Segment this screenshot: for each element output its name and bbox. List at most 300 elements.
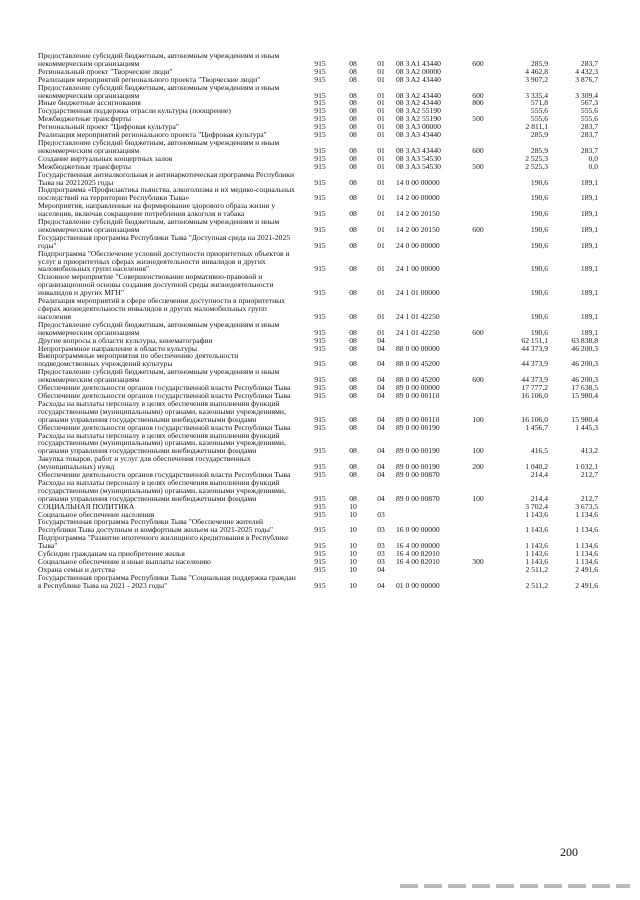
row-subsection-code: 03 bbox=[377, 509, 385, 519]
row-ved-code: 915 bbox=[314, 224, 326, 234]
row-ved-code: 915 bbox=[314, 106, 326, 116]
row-section-code: 08 bbox=[349, 224, 357, 234]
row-ved-code: 915 bbox=[314, 98, 326, 108]
row-ved-code: 915 bbox=[314, 209, 326, 219]
row-amount-1: 190,6 bbox=[530, 264, 548, 274]
row-name: Расходы на выплаты персоналу в целях обеспечения выполнения функций государственными (муниципальными) органами, казенными учреждениями, органами управления государственными внебюджетными фондами bbox=[38, 398, 286, 424]
row-subsection-code: 04 bbox=[377, 359, 385, 369]
row-amount-1: 44 373,9 bbox=[521, 343, 548, 353]
row-amount-2: 189,1 bbox=[580, 240, 598, 250]
row-amount-1: 17 777,2 bbox=[521, 383, 548, 393]
row-section-code: 08 bbox=[349, 74, 357, 84]
row-subsection-code: 04 bbox=[377, 493, 385, 503]
row-name: СОЦИАЛЬНАЯ ПОЛИТИКА bbox=[38, 501, 135, 511]
row-name: Региональный проект "Цифровая культура" bbox=[38, 122, 179, 132]
row-subsection-code: 04 bbox=[377, 390, 385, 400]
row-expense-type bbox=[464, 297, 492, 321]
row-target-article: 08 3 A2 43440 bbox=[396, 90, 441, 100]
table-row bbox=[38, 352, 598, 368]
row-amount-1: 2 511,2 bbox=[525, 564, 548, 574]
row-amount-2: 1 445,3 bbox=[575, 422, 598, 432]
row-ved-code: 915 bbox=[314, 462, 326, 472]
row-amount-2: 1 134,6 bbox=[575, 525, 598, 535]
row-target-article: 88 0 00 45200 bbox=[396, 375, 440, 385]
row-target-article: 08 3 A3 54530 bbox=[396, 153, 441, 163]
row-amount-2: 3 309,4 bbox=[575, 90, 598, 100]
row-section-code: 08 bbox=[349, 209, 357, 219]
row-amount-1: 1 143,6 bbox=[525, 549, 548, 559]
row-name: Субсидии гражданам на приобретение жилья bbox=[38, 549, 185, 559]
row-amount-2: 63 838,8 bbox=[571, 335, 598, 345]
row-amount-1: 214,4 bbox=[530, 493, 548, 503]
row-target-article: 08 3 A2 00000 bbox=[396, 66, 441, 76]
row-target-article: 24 1 00 00000 bbox=[396, 264, 440, 274]
row-target-article: 16 4 00 00000 bbox=[396, 541, 440, 551]
row-subsection-code: 04 bbox=[377, 375, 385, 385]
row-expense-type: 800 bbox=[472, 98, 484, 108]
row-amount-2: 1 032,1 bbox=[575, 462, 598, 472]
row-section-code: 08 bbox=[349, 193, 357, 203]
row-ved-code: 915 bbox=[314, 549, 326, 559]
row-name: Расходы на выплаты персоналу в целях обеспечения выполнения функций государственными (муниципальными) органами, казенными учреждениями, органами управления государственными внебюджетными фондами bbox=[38, 477, 286, 503]
row-subsection-code: 01 bbox=[377, 224, 385, 234]
row-target-article bbox=[396, 503, 464, 511]
table-row bbox=[38, 455, 598, 471]
row-ved-code: 915 bbox=[314, 193, 326, 203]
row-subsection-code: 03 bbox=[377, 525, 385, 535]
row-expense-type bbox=[464, 518, 492, 534]
row-section-code: 08 bbox=[349, 335, 357, 345]
table-row bbox=[38, 534, 598, 550]
row-section-code: 08 bbox=[349, 311, 357, 321]
row-amount-1: 190,6 bbox=[530, 209, 548, 219]
row-section-code: 08 bbox=[349, 264, 357, 274]
row-section-code: 08 bbox=[349, 470, 357, 480]
row-amount-2: 189,1 bbox=[580, 311, 598, 321]
row-amount-2: 0,0 bbox=[588, 153, 598, 163]
row-subsection-code: 01 bbox=[377, 311, 385, 321]
row-amount-1: 2 811,1 bbox=[525, 122, 548, 132]
row-amount-1: 416,5 bbox=[530, 446, 548, 456]
row-section-code: 10 bbox=[349, 525, 357, 535]
row-amount-1: 3 335,4 bbox=[525, 90, 548, 100]
row-amount-2: 3 673,5 bbox=[575, 501, 598, 511]
row-target-article: 08 3 A3 43440 bbox=[396, 145, 441, 155]
row-amount-1: 190,6 bbox=[530, 177, 548, 187]
row-name: Подпрограмма "Обеспечение условий доступности приоритетных объектов и услуг в приоритетных сферах жизнедеятельности инвалидов и других маломобильных групп населения" bbox=[38, 248, 290, 274]
row-ved-code: 915 bbox=[314, 343, 326, 353]
row-amount-1: 190,6 bbox=[530, 193, 548, 203]
table-row bbox=[38, 202, 598, 218]
row-ved-code: 915 bbox=[314, 390, 326, 400]
row-target-article: 89 0 00 00190 bbox=[396, 446, 440, 456]
row-amount-1: 190,6 bbox=[530, 288, 548, 298]
row-amount-2: 46 200,3 bbox=[571, 375, 598, 385]
row-amount-2: 1 134,6 bbox=[575, 549, 598, 559]
row-amount-2: 46 200,3 bbox=[571, 359, 598, 369]
row-amount-1: 1 456,7 bbox=[525, 422, 548, 432]
row-target-article: 14 2 00 00000 bbox=[396, 193, 440, 203]
row-name: Государственная программа Республики Тыва "Доступная среда на 2021-2025 годы" bbox=[38, 232, 291, 250]
table-row bbox=[38, 400, 598, 424]
row-section-code: 08 bbox=[349, 145, 357, 155]
row-amount-1: 16 106,0 bbox=[521, 414, 548, 424]
row-target-article: 08 3 A2 55190 bbox=[396, 106, 441, 116]
table-row bbox=[38, 139, 598, 155]
row-subsection-code: 01 bbox=[377, 114, 385, 124]
row-subsection-code: 03 bbox=[377, 557, 385, 566]
row-expense-type bbox=[464, 186, 492, 202]
row-amount-2: 1 134,6 bbox=[575, 509, 598, 519]
row-amount-2: 1 134,6 bbox=[575, 541, 598, 551]
row-expense-type: 600 bbox=[472, 327, 484, 337]
row-name: Иные бюджетные ассигнования bbox=[38, 98, 141, 108]
row-subsection-code: 04 bbox=[377, 422, 385, 432]
row-ved-code: 915 bbox=[314, 288, 326, 298]
row-expense-type bbox=[464, 250, 492, 274]
row-section-code: 08 bbox=[349, 177, 357, 187]
row-section-code: 08 bbox=[349, 446, 357, 456]
row-amount-1: 190,6 bbox=[530, 327, 548, 337]
row-amount-1: 571,8 bbox=[530, 98, 548, 108]
row-ved-code: 915 bbox=[314, 335, 326, 345]
row-expense-type bbox=[464, 76, 492, 84]
row-section-code: 10 bbox=[349, 541, 357, 551]
table-row bbox=[38, 186, 598, 202]
row-subsection-code: 03 bbox=[377, 541, 385, 551]
row-name: Другие вопросы в области культуры, кинематографии bbox=[38, 335, 213, 345]
row-name: Реализация мероприятий регионального проекта "Творческие люди" bbox=[38, 74, 261, 84]
row-target-article: 89 0 00 00870 bbox=[396, 470, 440, 480]
row-expense-type: 600 bbox=[472, 145, 484, 155]
row-name: Государственная программа Республики Тыва "Социальная поддержка граждан в Республике Тыва на 2021 - 2023 годы" bbox=[38, 572, 296, 590]
row-section-code: 08 bbox=[349, 462, 357, 472]
row-target-article: 88 0 00 45200 bbox=[396, 359, 440, 369]
row-name: Обеспечение деятельности органов государственной власти Республики Тыва bbox=[38, 422, 291, 432]
row-expense-type bbox=[464, 234, 492, 250]
row-amount-2: 189,1 bbox=[580, 288, 598, 298]
row-ved-code: 915 bbox=[314, 153, 326, 163]
row-ved-code: 915 bbox=[314, 580, 326, 590]
row-name: Обеспечение деятельности органов государственной власти Республики Тыва bbox=[38, 390, 291, 400]
row-amount-1: 44 373,9 bbox=[521, 375, 548, 385]
row-ved-code: 915 bbox=[314, 446, 326, 456]
row-amount-2: 283,7 bbox=[580, 122, 598, 132]
row-target-article: 08 3 A3 54530 bbox=[396, 161, 441, 171]
row-amount-2: 555,6 bbox=[580, 114, 598, 124]
row-name: Создание виртуальных концертных залов bbox=[38, 153, 173, 163]
row-target-article: 24 1 01 00000 bbox=[396, 288, 440, 298]
row-section-code: 08 bbox=[349, 130, 357, 140]
page-number: 200 bbox=[560, 845, 578, 859]
row-section-code: 10 bbox=[349, 564, 357, 574]
row-name: Непрограммное направление в области культуры bbox=[38, 343, 197, 353]
row-name: Подпрограмма «Профилактика пьянства, алкоголизма и их медико-социальных последствий на территории Республики Тыва» bbox=[38, 185, 295, 203]
row-subsection-code: 04 bbox=[377, 462, 385, 472]
row-expense-type bbox=[464, 471, 492, 479]
table-row bbox=[38, 218, 598, 234]
row-subsection-code: 01 bbox=[377, 327, 385, 337]
row-expense-type bbox=[464, 171, 492, 187]
row-target-article: 24 0 00 00000 bbox=[396, 240, 440, 250]
row-ved-code: 915 bbox=[314, 114, 326, 124]
row-section-code: 08 bbox=[349, 493, 357, 503]
row-target-article: 08 3 A2 43440 bbox=[396, 74, 441, 84]
row-expense-type bbox=[464, 574, 492, 590]
row-name: Обеспечение деятельности органов государственной власти Республики Тыва bbox=[38, 383, 291, 393]
row-target-article: 16 0 00 00000 bbox=[396, 525, 440, 535]
row-ved-code: 915 bbox=[314, 359, 326, 369]
table-row bbox=[38, 84, 598, 100]
row-amount-1: 190,6 bbox=[530, 224, 548, 234]
table-row bbox=[38, 321, 598, 337]
row-section-code: 08 bbox=[349, 414, 357, 424]
row-expense-type bbox=[464, 566, 492, 574]
row-name: Внепрограммные мероприятия по обеспечению деятельности подведомственных учреждений культуры bbox=[38, 351, 239, 369]
row-section-code: 10 bbox=[349, 580, 357, 590]
table-row bbox=[38, 52, 598, 68]
row-target-article: 14 2 00 20150 bbox=[396, 224, 440, 234]
row-target-article bbox=[396, 511, 464, 519]
row-section-code: 08 bbox=[349, 383, 357, 393]
row-target-article: 16 4 00 82010 bbox=[396, 549, 440, 559]
row-section-code: 08 bbox=[349, 343, 357, 353]
row-target-article: 88 0 00 00000 bbox=[396, 343, 440, 353]
row-amount-1: 1 143,6 bbox=[525, 525, 548, 535]
row-subsection-code: 01 bbox=[377, 264, 385, 274]
row-target-article: 08 3 A1 43440 bbox=[396, 58, 441, 68]
row-subsection-code: 01 bbox=[377, 161, 385, 171]
row-target-article: 89 0 00 00190 bbox=[396, 462, 440, 472]
row-amount-1: 2 511,2 bbox=[525, 580, 548, 590]
row-section-code: 08 bbox=[349, 390, 357, 400]
row-expense-type: 500 bbox=[472, 161, 484, 171]
row-section-code: 08 bbox=[349, 90, 357, 100]
row-expense-type: 600 bbox=[472, 90, 484, 100]
row-ved-code: 915 bbox=[314, 493, 326, 503]
row-subsection-code: 04 bbox=[377, 343, 385, 353]
row-section-code: 10 bbox=[349, 549, 357, 559]
row-target-article: 89 0 00 00190 bbox=[396, 422, 440, 432]
row-subsection-code: 04 bbox=[377, 564, 385, 574]
row-name: Закупка товаров, работ и услуг для обеспечения государственных (муниципальных) нужд bbox=[38, 454, 251, 472]
row-amount-2: 283,7 bbox=[580, 145, 598, 155]
row-subsection-code: 01 bbox=[377, 209, 385, 219]
row-subsection-code: 01 bbox=[377, 130, 385, 140]
row-ved-code: 915 bbox=[314, 414, 326, 424]
row-name: Предоставление субсидий бюджетным, автономным учреждениям и иным некоммерческим организациям bbox=[38, 51, 280, 68]
row-section-code: 08 bbox=[349, 106, 357, 116]
row-amount-1: 62 151,1 bbox=[521, 335, 548, 345]
row-amount-1: 285,9 bbox=[530, 130, 548, 140]
row-section-code: 08 bbox=[349, 359, 357, 369]
row-subsection-code: 01 bbox=[377, 153, 385, 163]
row-target-article: 24 1 01 42250 bbox=[396, 327, 440, 337]
row-name: Предоставление субсидий бюджетным, автономным учреждениям и иным некоммерческим организациям bbox=[38, 217, 280, 234]
table-row bbox=[38, 518, 598, 534]
row-name: Социальное обеспечение и иные выплаты населению bbox=[38, 557, 211, 566]
row-subsection-code: 01 bbox=[377, 122, 385, 132]
row-name: Подпрограмма "Развитие ипотечного жилищного кредитования в Республике Тыва" bbox=[38, 533, 289, 551]
row-section-code: 08 bbox=[349, 240, 357, 250]
row-subsection-code: 01 bbox=[377, 193, 385, 203]
row-amount-2: 46 200,3 bbox=[571, 343, 598, 353]
row-subsection-code: 01 bbox=[377, 90, 385, 100]
row-ved-code: 915 bbox=[314, 327, 326, 337]
row-amount-1: 2 525,3 bbox=[525, 161, 548, 171]
row-expense-type bbox=[464, 123, 492, 131]
row-amount-2: 189,1 bbox=[580, 177, 598, 187]
row-amount-2: 15 980,4 bbox=[571, 414, 598, 424]
row-expense-type bbox=[464, 503, 492, 511]
budget-table bbox=[38, 52, 598, 590]
row-target-article: 24 1 01 42250 bbox=[396, 311, 440, 321]
row-expense-type bbox=[464, 68, 492, 76]
row-ved-code: 915 bbox=[314, 264, 326, 274]
row-amount-1: 3 702,4 bbox=[525, 501, 548, 511]
row-ved-code: 915 bbox=[314, 383, 326, 393]
row-ved-code: 915 bbox=[314, 58, 326, 68]
row-expense-type: 200 bbox=[472, 462, 484, 472]
row-section-code: 08 bbox=[349, 66, 357, 76]
row-name: Государственная программа Республики Тыва "Обеспечение жителей Республики Тыва доступным и комфортным жильем на 2021-2025 годы" bbox=[38, 517, 273, 535]
row-ved-code: 915 bbox=[314, 541, 326, 551]
row-subsection-code: 04 bbox=[377, 335, 385, 345]
row-target-article: 89 0 00 00110 bbox=[396, 390, 440, 400]
row-ved-code: 915 bbox=[314, 145, 326, 155]
row-expense-type: 600 bbox=[472, 58, 484, 68]
row-target-article: 89 0 00 00000 bbox=[396, 383, 440, 393]
row-amount-1: 2 525,3 bbox=[525, 153, 548, 163]
row-ved-code: 915 bbox=[314, 564, 326, 574]
row-name: Региональный проект "Творческие люди" bbox=[38, 66, 173, 76]
row-amount-2: 555,6 bbox=[580, 106, 598, 116]
row-subsection-code: 03 bbox=[377, 549, 385, 559]
row-ved-code: 915 bbox=[314, 240, 326, 250]
row-name: Межбюджетные трансферты bbox=[38, 114, 131, 124]
row-section-code: 08 bbox=[349, 422, 357, 432]
row-subsection-code: 01 bbox=[377, 240, 385, 250]
row-target-article bbox=[396, 566, 464, 574]
row-name: Основное мероприятие "Совершенствование нормативно-правовой и организационной основы создания доступной среды жизнедеятельности инвалидов и других МГН" bbox=[38, 272, 274, 298]
table-row bbox=[38, 479, 598, 503]
table-row bbox=[38, 574, 598, 590]
row-ved-code: 915 bbox=[314, 74, 326, 84]
row-subsection-code: 04 bbox=[377, 414, 385, 424]
row-ved-code: 915 bbox=[314, 177, 326, 187]
row-name: Предоставление субсидий бюджетным, автономным учреждениям и иным некоммерческим организациям bbox=[38, 137, 280, 155]
row-expense-type: 100 bbox=[472, 414, 484, 424]
row-subsection-code: 04 bbox=[377, 580, 385, 590]
row-subsection-code: 01 bbox=[377, 98, 385, 108]
row-subsection-code: 01 bbox=[377, 106, 385, 116]
row-name: Предоставление субсидий бюджетным, автономным учреждениям и иным некоммерческим организациям bbox=[38, 319, 280, 337]
row-amount-1: 3 907,2 bbox=[525, 74, 548, 84]
row-amount-1: 1 143,6 bbox=[525, 557, 548, 566]
row-amount-2: 17 638,5 bbox=[571, 383, 598, 393]
row-name: Предоставление субсидий бюджетным, автономным учреждениям и иным некоммерческим организациям bbox=[38, 367, 280, 385]
row-section-code: 08 bbox=[349, 327, 357, 337]
row-subsection-code: 04 bbox=[377, 470, 385, 480]
table-row bbox=[38, 368, 598, 384]
row-expense-type bbox=[464, 352, 492, 368]
row-target-article: 14 0 00 00000 bbox=[396, 177, 440, 187]
row-ved-code: 915 bbox=[314, 509, 326, 519]
row-section-code: 08 bbox=[349, 122, 357, 132]
row-amount-1: 285,9 bbox=[530, 58, 548, 68]
row-expense-type bbox=[464, 202, 492, 218]
row-subsection-code: 01 bbox=[377, 145, 385, 155]
row-section-code: 08 bbox=[349, 153, 357, 163]
row-expense-type: 100 bbox=[472, 446, 484, 456]
row-name: Государственная поддержка отрасли культуры (поощрение) bbox=[38, 106, 231, 116]
row-expense-type: 600 bbox=[472, 375, 484, 385]
row-section-code: 10 bbox=[349, 557, 357, 566]
row-section-code: 08 bbox=[349, 58, 357, 68]
row-expense-type bbox=[464, 424, 492, 432]
table-row bbox=[38, 432, 598, 456]
table-row bbox=[38, 171, 598, 187]
row-section-code: 10 bbox=[349, 509, 357, 519]
row-target-article: 08 3 A2 43440 bbox=[396, 98, 441, 108]
row-amount-1: 4 462,8 bbox=[525, 66, 548, 76]
table-row bbox=[38, 250, 598, 274]
row-amount-2: 4 432,3 bbox=[575, 66, 598, 76]
row-amount-1: 190,6 bbox=[530, 311, 548, 321]
row-expense-type bbox=[464, 345, 492, 353]
row-name: Охрана семьи и детства bbox=[38, 564, 115, 574]
row-name: Мероприятия, направленные на формирование здорового образа жизни у населения, включая сокращение потребления алкоголя и табака bbox=[38, 201, 276, 219]
row-subsection-code: 04 bbox=[377, 446, 385, 456]
row-ved-code: 915 bbox=[314, 66, 326, 76]
row-amount-1: 44 373,9 bbox=[521, 359, 548, 369]
row-expense-type bbox=[464, 273, 492, 297]
row-amount-2: 189,1 bbox=[580, 327, 598, 337]
row-name: Обеспечение деятельности органов государственной власти Республики Тыва bbox=[38, 470, 291, 480]
row-amount-1: 190,6 bbox=[530, 240, 548, 250]
row-amount-2: 212,7 bbox=[580, 470, 598, 480]
row-name: Межбюджетные трансферты bbox=[38, 161, 131, 171]
row-amount-2: 2 491,6 bbox=[575, 564, 598, 574]
row-amount-2: 189,1 bbox=[580, 264, 598, 274]
table-row bbox=[38, 273, 598, 297]
table-row bbox=[38, 234, 598, 250]
row-ved-code: 915 bbox=[314, 422, 326, 432]
row-target-article: 08 3 A3 00000 bbox=[396, 122, 441, 132]
row-name: Расходы на выплаты персоналу в целях обеспечения выполнения функций государственными (муниципальными) органами, казенными учреждениями, органами управления государственными внебюджетными фондами bbox=[38, 430, 286, 456]
row-ved-code: 915 bbox=[314, 161, 326, 171]
row-amount-1: 1 040,2 bbox=[525, 462, 548, 472]
row-target-article: 08 3 A3 43440 bbox=[396, 130, 441, 140]
row-name: Государственная антиалкогольная и антинаркотическая программа Республики Тыва на 20212025 годы bbox=[38, 169, 295, 187]
row-name: Предоставление субсидий бюджетным, автономным учреждениям и иным некоммерческим организациям bbox=[38, 82, 280, 100]
row-amount-2: 283,7 bbox=[580, 58, 598, 68]
row-ved-code: 915 bbox=[314, 470, 326, 480]
row-target-article: 01 0 00 00000 bbox=[396, 580, 440, 590]
row-amount-2: 189,1 bbox=[580, 193, 598, 203]
row-amount-1: 555,6 bbox=[530, 114, 548, 124]
row-amount-2: 413,2 bbox=[580, 446, 598, 456]
row-subsection-code: 01 bbox=[377, 288, 385, 298]
row-section-code: 08 bbox=[349, 161, 357, 171]
row-amount-2: 1 134,6 bbox=[575, 557, 598, 566]
row-expense-type: 500 bbox=[472, 114, 484, 124]
row-section-code: 08 bbox=[349, 98, 357, 108]
row-amount-2: 2 491,6 bbox=[575, 580, 598, 590]
row-section-code: 10 bbox=[349, 501, 357, 511]
row-expense-type bbox=[464, 392, 492, 400]
row-amount-2: 15 980,4 bbox=[571, 390, 598, 400]
